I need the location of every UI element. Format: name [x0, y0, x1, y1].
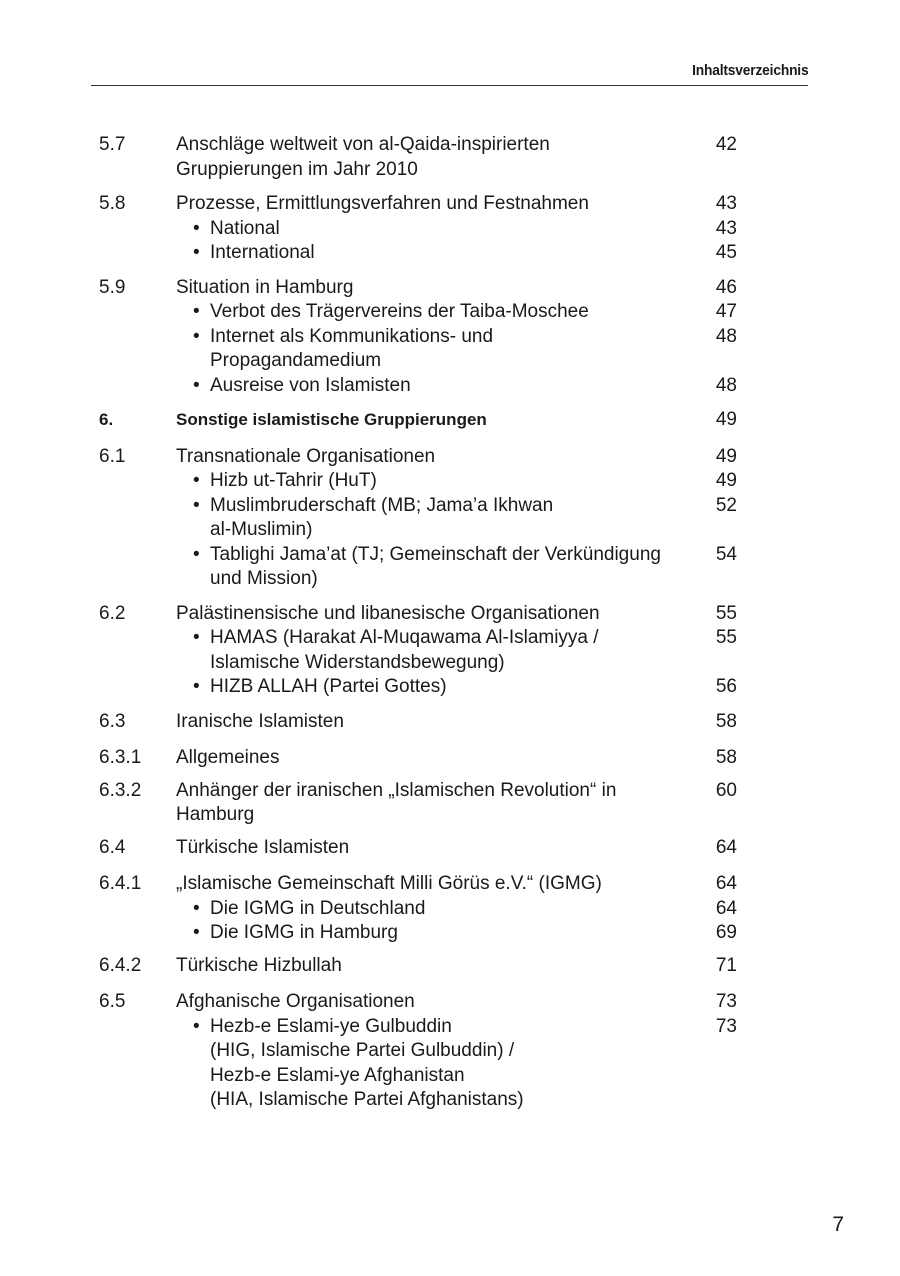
- toc-entry-title: Türkische Islamisten: [176, 836, 350, 858]
- toc-subentry: [0, 675, 900, 700]
- toc-subentry-page: 69: [715, 922, 737, 943]
- toc-entry: [0, 276, 900, 301]
- spacer: [0, 978, 900, 990]
- toc-entry: [0, 990, 900, 1015]
- toc-subentry: [0, 626, 900, 675]
- spacer: [0, 433, 900, 445]
- bullet-icon: •: [193, 897, 200, 919]
- toc-subentry-page: 48: [715, 374, 737, 396]
- toc-subentry: [0, 325, 900, 374]
- toc-entry-page: 43: [715, 193, 737, 214]
- toc-subentry: [0, 217, 900, 242]
- toc-entry: [0, 408, 900, 433]
- toc-entry: [0, 836, 900, 861]
- toc-entry-number: 6.3.2: [99, 779, 142, 801]
- toc-entry-title: Türkische Hizbullah: [176, 954, 342, 976]
- toc-subentry-page: 73: [715, 1015, 737, 1037]
- toc-entry-page: 60: [715, 779, 737, 801]
- toc-subentry-page: 52: [715, 494, 737, 516]
- toc-entry: [0, 133, 900, 182]
- spacer: [0, 734, 900, 746]
- toc-entry-number: 6.5: [99, 991, 126, 1012]
- toc-entry-page: 58: [715, 710, 737, 732]
- bullet-icon: •: [193, 627, 200, 648]
- bullet-icon: •: [193, 470, 200, 491]
- toc-entry: [0, 602, 900, 627]
- toc-entry-number: 6.: [99, 410, 114, 429]
- toc-entry-title: Afghanische Organisationen: [176, 991, 415, 1012]
- bullet-icon: •: [193, 543, 200, 565]
- toc-subentry: [0, 1015, 900, 1113]
- spacer: [0, 860, 900, 872]
- toc-subentry-title: Internet als Kommunikations- und Propagandamedium: [210, 325, 494, 371]
- toc-entry-page: 73: [715, 991, 737, 1012]
- bullet-icon: •: [193, 242, 200, 263]
- spacer: [0, 946, 900, 954]
- toc-subentry-page: 49: [715, 470, 737, 491]
- toc-entry-title: Anschläge weltweit von al-Qaida-inspirierten Gruppierungen im Jahr 2010: [176, 134, 550, 180]
- spacer: [0, 828, 900, 836]
- bullet-icon: •: [193, 1015, 200, 1037]
- toc-entry-title: Transnationale Organisationen: [176, 445, 436, 467]
- toc-entry-title: Prozesse, Ermittlungsverfahren und Festnahmen: [176, 193, 589, 214]
- toc-subentry-title: National: [210, 217, 280, 239]
- toc-entry-page: 64: [715, 873, 737, 894]
- toc-entry: [0, 872, 900, 897]
- toc-subentry: [0, 897, 900, 922]
- bullet-icon: •: [193, 374, 200, 396]
- toc-subentry: [0, 241, 900, 266]
- toc-subentry-title: International: [210, 242, 315, 263]
- toc-entry-number: 5.9: [99, 276, 126, 298]
- bullet-icon: •: [193, 494, 200, 516]
- toc-subentry-page: 43: [715, 217, 737, 239]
- spacer: [0, 398, 900, 408]
- toc-subentry-page: 45: [715, 242, 737, 263]
- toc-entry-number: 6.2: [99, 602, 126, 624]
- toc-entry-number: 6.4.1: [99, 873, 142, 894]
- toc-subentry-title: Muslimbruderschaft (MB; Jama’a Ikhwan al-Muslimin): [210, 494, 554, 540]
- toc-entry-title: Anhänger der iranischen „Islamischen Revolution“ in Hamburg: [176, 779, 617, 825]
- toc-subentry: [0, 543, 900, 592]
- spacer: [0, 182, 900, 192]
- toc-entry: [0, 779, 900, 828]
- toc-subentry-title: HAMAS (Harakat Al-Muqawama Al-Islamiyya / Islamische Widerstandsbewegung): [210, 627, 599, 673]
- bullet-icon: •: [193, 922, 200, 943]
- toc-entry-page: 49: [715, 445, 737, 467]
- toc-subentry: [0, 494, 900, 543]
- toc-subentry-page: 54: [715, 543, 737, 565]
- toc-entry: [0, 954, 900, 979]
- toc-entry-page: 71: [715, 954, 737, 976]
- toc-entry-title: Allgemeines: [176, 747, 280, 768]
- toc-entry-number: 6.3.1: [99, 747, 142, 768]
- toc-entry-number: 5.7: [99, 134, 126, 155]
- toc-subentry-page: 55: [715, 627, 737, 648]
- toc-subentry-title: Die IGMG in Hamburg: [210, 922, 398, 943]
- toc-entry: [0, 746, 900, 771]
- toc-entry-title: Sonstige islamistische Gruppierungen: [176, 410, 487, 429]
- toc-entry-title: Iranische Islamisten: [176, 710, 344, 732]
- table-of-contents: [0, 133, 900, 1113]
- toc-subentry-page: 56: [715, 676, 737, 697]
- toc-entry-number: 5.8: [99, 193, 126, 214]
- spacer: [0, 771, 900, 779]
- toc-subentry-title: HIZB ALLAH (Partei Gottes): [210, 676, 447, 697]
- toc-entry: [0, 710, 900, 735]
- toc-entry: [0, 445, 900, 470]
- bullet-icon: •: [193, 301, 200, 322]
- toc-subentry-page: 47: [715, 301, 737, 322]
- toc-entry-page: 49: [715, 409, 737, 430]
- spacer: [0, 700, 900, 710]
- toc-entry-number: 6.3: [99, 710, 126, 732]
- toc-entry-title: „Islamische Gemeinschaft Milli Görüs e.V.“ (IGMG): [176, 873, 602, 894]
- header-divider: [91, 85, 808, 86]
- toc-subentry-title: Die IGMG in Deutschland: [210, 897, 426, 919]
- toc-subentry-title: Hezb-e Eslami-ye Gulbuddin (HIG, Islamische Partei Gulbuddin) / Hezb-e Eslami-ye Afghanistan (HIA, Islamische Partei Afghanistans): [210, 1015, 524, 1110]
- spacer: [0, 266, 900, 276]
- toc-subentry: [0, 921, 900, 946]
- toc-subentry-title: Hizb ut-Tahrir (HuT): [210, 470, 377, 491]
- spacer: [0, 592, 900, 602]
- toc-entry-page: 64: [715, 836, 737, 858]
- toc-entry-page: 55: [715, 602, 737, 624]
- toc-entry-number: 6.4: [99, 836, 126, 858]
- toc-entry-page: 46: [715, 276, 737, 298]
- bullet-icon: •: [193, 676, 200, 697]
- header-title: Inhaltsverzeichnis: [691, 62, 808, 79]
- toc-subentry: [0, 374, 900, 399]
- toc-subentry: [0, 300, 900, 325]
- toc-subentry: [0, 469, 900, 494]
- toc-subentry-title: Ausreise von Islamisten: [210, 374, 411, 396]
- toc-subentry-page: 64: [715, 897, 737, 919]
- toc-entry-title: Palästinensische und libanesische Organisationen: [176, 602, 600, 624]
- toc-entry-number: 6.4.2: [99, 954, 142, 976]
- toc-entry-page: 42: [715, 134, 737, 155]
- toc-entry-page: 58: [715, 747, 737, 768]
- toc-subentry-title: Verbot des Trägervereins der Taiba-Moschee: [210, 301, 589, 322]
- toc-subentry-page: 48: [715, 325, 737, 347]
- toc-entry-title: Situation in Hamburg: [176, 276, 354, 298]
- toc-entry-number: 6.1: [99, 445, 126, 467]
- toc-entry: [0, 192, 900, 217]
- page-number: 7: [832, 1213, 844, 1236]
- bullet-icon: •: [193, 325, 200, 347]
- toc-subentry-title: Tablighi Jama’at (TJ; Gemeinschaft der Verkündigung und Mission): [210, 543, 661, 589]
- bullet-icon: •: [193, 217, 200, 239]
